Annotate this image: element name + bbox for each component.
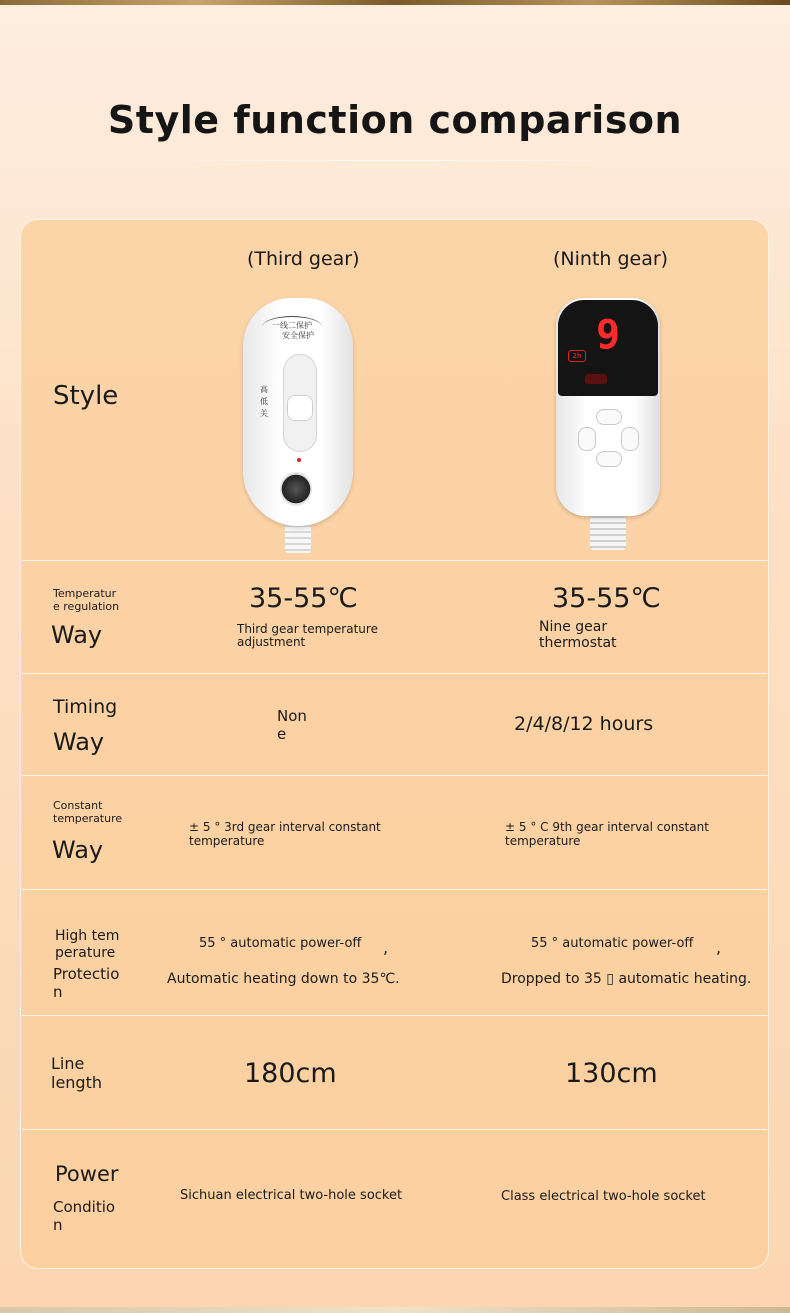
third-constant-temp-value: ± 5 ° 3rd gear interval constant temperature <box>189 820 381 848</box>
remote-ninth-down-button-icon <box>596 451 622 467</box>
row-label-protection: Protectio n <box>53 965 120 1001</box>
row-label-constant-temp-small: Constant temperature <box>53 799 123 825</box>
ninth-line-length: 130cm <box>565 1058 658 1089</box>
row-label-timing-way: Way <box>53 728 105 756</box>
third-temp-note: Third gear temperature adjustment <box>237 622 378 649</box>
remote-ninth-timer-badge: 2h <box>568 350 586 362</box>
row-label-constant-temp-way: Way <box>52 836 104 864</box>
bottom-border-strip <box>0 1307 790 1313</box>
ninth-temp-range: 35-55℃ <box>552 583 661 614</box>
row-divider <box>22 1129 767 1130</box>
row-divider <box>22 889 767 890</box>
row-divider <box>22 673 767 674</box>
column-header-ninth-gear: (Ninth gear) <box>553 248 669 270</box>
row-label-temp-regulation-small: Temperatur e regulation <box>53 587 120 613</box>
row-divider <box>22 1015 767 1016</box>
row-divider <box>22 775 767 776</box>
row-label-temp-regulation-way: Way <box>51 621 103 649</box>
remote-third-side-text: 高 低 关 <box>260 385 268 418</box>
remote-third-slider-knob <box>287 395 313 421</box>
row-label-style: Style <box>53 381 119 411</box>
column-header-third-gear: (Third gear) <box>247 248 360 270</box>
third-timing-value: Non e <box>277 707 307 743</box>
remote-third-sub-text: 安全保护 <box>282 331 314 340</box>
title-underline <box>150 160 640 161</box>
remote-third-arc-text: 一线二保护 <box>272 321 312 330</box>
row-label-line-length: Line length <box>51 1054 102 1092</box>
row-label-power: Power <box>55 1162 119 1186</box>
ninth-timing-value: 2/4/8/12 hours <box>514 713 654 735</box>
ninth-protection-line2: Dropped to 35 ▯ automatic heating. <box>501 971 752 987</box>
ninth-power-value: Class electrical two-hole socket <box>501 1189 706 1204</box>
third-power-value: Sichuan electrical two-hole socket <box>180 1188 403 1203</box>
third-protection-line2: Automatic heating down to 35℃. <box>167 971 400 987</box>
third-temp-range: 35-55℃ <box>249 583 358 614</box>
third-protection-line1: 55 ° automatic power-off <box>199 936 362 951</box>
remote-ninth-right-button-icon <box>621 427 639 451</box>
page-title: Style function comparison <box>107 98 683 142</box>
row-label-high-temp: High tem perature <box>55 928 120 961</box>
ninth-temp-note: Nine gear thermostat <box>539 619 617 651</box>
row-label-timing: Timing <box>53 696 118 718</box>
row-divider <box>22 560 767 561</box>
third-protection-comma: , <box>383 938 389 957</box>
top-border-strip <box>0 0 790 5</box>
row-label-condition: Conditio n <box>53 1198 116 1234</box>
third-line-length: 180cm <box>244 1058 337 1089</box>
ninth-protection-comma: , <box>716 938 722 957</box>
ninth-constant-temp-value: ± 5 ° C 9th gear interval constant temperature <box>505 820 709 848</box>
ninth-protection-line1: 55 ° automatic power-off <box>531 936 694 951</box>
remote-ninth-left-button-icon <box>578 427 596 451</box>
remote-third-logo-icon <box>280 472 312 506</box>
remote-ninth-power-indicator <box>585 374 607 384</box>
remote-ninth-display-digit: 9 <box>596 312 621 358</box>
remote-ninth-up-button-icon <box>596 409 622 425</box>
remote-ninth-cable <box>590 512 626 550</box>
remote-third-indicator-light <box>297 458 301 462</box>
